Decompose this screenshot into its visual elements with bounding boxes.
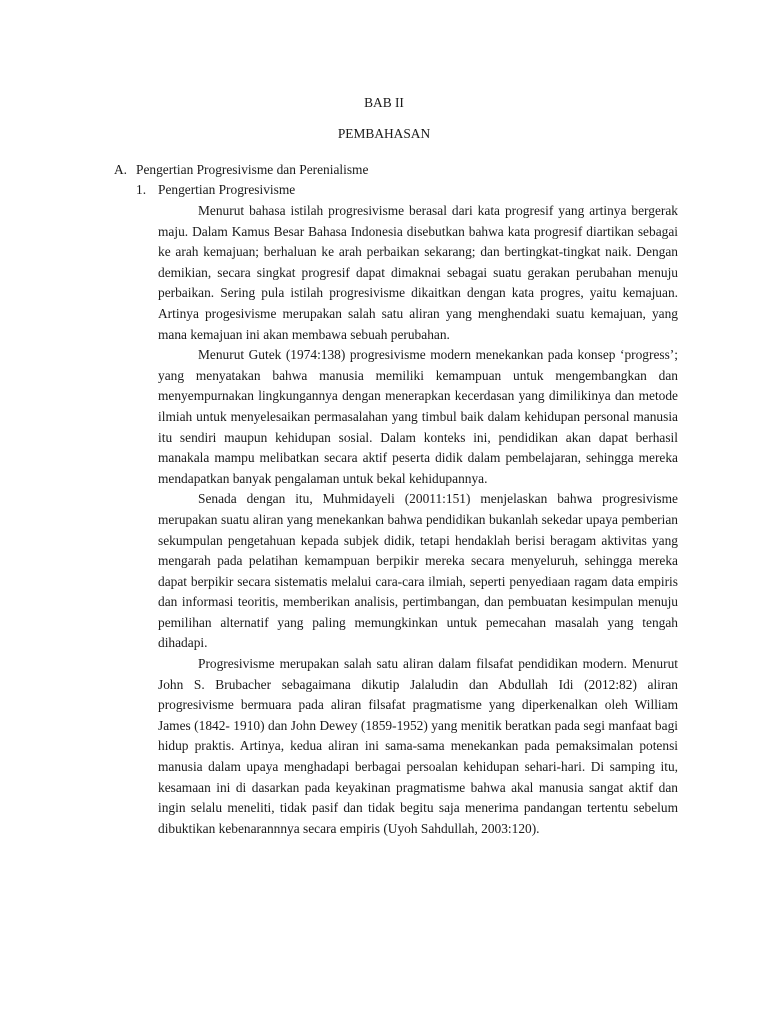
section-heading-a <box>114 160 368 181</box>
section-marker: A. <box>114 162 128 177</box>
subsection-marker: 1. <box>136 182 147 197</box>
paragraph: Menurut bahasa istilah progresivisme berasal dari kata progresif yang artinya bergerak maju. Dalam Kamus Besar Bahasa Indonesia disebutkan bahwa kata progresif diartikan sebagai ke arah kemajuan; berhaluan ke arah perbaikan sekarang; dan bertingkat-tingkat naik. Dengan demikian, secara singkat progresif dapat dimaknai sebagai suatu gerakan perubahan menuju perbaikan. Sering pula istilah progresivisme dikaitkan dengan kata progres, yaitu kemajuan. Artinya progesivisme merupakan salah satu aliran yang menghendaki suatu kemajuan, yang mana kemajuan ini akan membawa sebuah perubahan. <box>158 203 678 342</box>
chapter-heading: BAB II <box>364 95 404 110</box>
section-heading-text: Pengertian Progresivisme dan Perenialisme <box>136 162 369 177</box>
subsection-heading-1 <box>136 180 295 201</box>
paragraph: Progresivisme merupakan salah satu aliran dalam filsafat pendidikan modern. Menurut John S. Brubacher sebagaimana dikutip Jalaludin dan Abdullah Idi (2012:82) aliran progresivisme bermuara pada aliran filsafat pragmatisme yang diperkenalkan oleh William James (1842- 1910) dan John Dewey (1859-1952) yang menitik beratkan pada segi manfaat bagi hidup praktis. Artinya, kedua aliran ini sama-sama menekankan pada pemaksimalan potensi manusia dalam upaya menghadapi berbagai persoalan kehidupan sehari-hari. Di samping itu, kesamaan ini di dasarkan pada keyakinan pragmatisme bahwa akal manusia sangat aktif dan ingin selalu meneliti, tidak pasif dan tidak begitu saja menerima pandangan tertentu sebelum dibuktikan kebenarannnya secara empiris (Uyoh Sahdullah, 2003:120). <box>158 656 678 836</box>
paragraph: Senada dengan itu, Muhmidayeli (20011:151) menjelaskan bahwa progresivisme merupakan suatu aliran yang menekankan bahwa pendidikan bukanlah sekedar upaya pemberian sekumpulan pengetahuan kepada subjek didik, tetapi hendaklah berisi beragam aktivitas yang mengarah pada pelatihan kemampuan berpikir mereka secara menyeluruh, sehingga mereka dapat berpikir secara sistematis melalui cara-cara ilmiah, seperti penyediaan ragam data empiris dan informasi teoritis, memberikan analisis, pertimbangan, dan pembuatan kesimpulan menuju pemilihan alternatif yang paling memungkinkan untuk pemecahan masalah yang tengah dihadapi. <box>158 491 678 651</box>
subsection-heading-text: Pengertian Progresivisme <box>158 182 296 197</box>
paragraph: Menurut Gutek (1974:138) progresivisme modern menekankan pada konsep ‘progress’; yang menyatakan bahwa manusia memiliki kemampuan untuk mengembangkan dan menyempurnakan lingkungannya dengan menerapkan kecerdasan yang dimilikinya dan metode ilmiah untuk menyelesaikan permasalahan yang timbul baik dalam kehidupan personal manusia itu sendiri maupun kehidupan sosial. Dalam konteks ini, pendidikan akan dapat berhasil manakala mampu melibatkan secara aktif peserta didik dalam pembelajaran, sehingga mereka mendapatkan banyak pengalaman untuk bekal kehidupannya. <box>158 347 678 486</box>
body-text <box>158 201 678 839</box>
section-title: PEMBAHASAN <box>337 126 431 141</box>
